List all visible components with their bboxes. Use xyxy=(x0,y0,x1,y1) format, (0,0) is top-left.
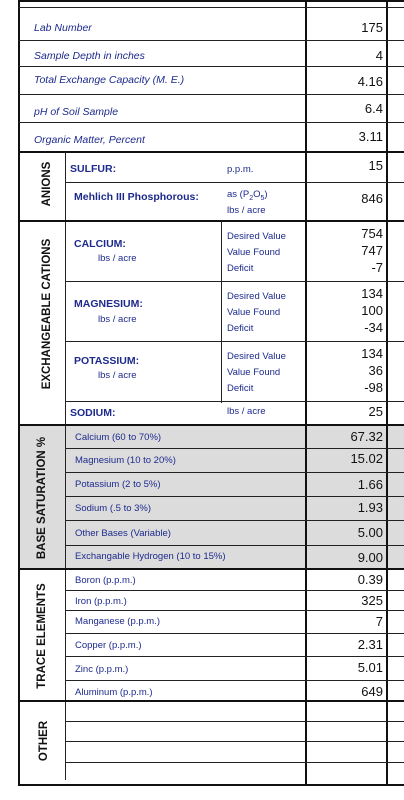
trace-copper-label: Copper (p.p.m.) xyxy=(75,640,142,651)
section-base-saturation-label: BASE SATURATION % xyxy=(36,436,48,560)
magnesium-unit: lbs / acre xyxy=(98,314,137,325)
frame-left-border xyxy=(18,0,20,785)
phosphorous-label: Mehlich III Phosphorous: xyxy=(74,191,199,203)
trace-zinc-label: Zinc (p.p.m.) xyxy=(75,664,129,675)
potassium-found-value: 36 xyxy=(368,363,383,378)
trace-boron-label: Boron (p.p.m.) xyxy=(75,575,136,586)
magnesium-desired-label: Desired Value xyxy=(227,291,286,302)
calcium-desired-value: 754 xyxy=(361,226,383,241)
ph-value: 6.4 xyxy=(364,101,383,116)
magnesium-label: MAGNESIUM: xyxy=(74,298,143,310)
trace-zinc-value: 5.01 xyxy=(357,660,383,675)
calcium-found-value: 747 xyxy=(361,243,383,258)
magnesium-found-value: 100 xyxy=(361,303,383,318)
base-calcium-value: 67.32 xyxy=(350,429,383,444)
magnesium-deficit-label: Deficit xyxy=(227,323,254,334)
trace-aluminum-value: 649 xyxy=(361,684,383,699)
sodium-unit: lbs / acre xyxy=(227,406,266,417)
lab-number-label: Lab Number xyxy=(34,22,92,34)
section-cations-label: EXCHANGEABLE CATIONS xyxy=(41,238,53,390)
base-magnesium-value: 15.02 xyxy=(350,451,383,466)
potassium-unit: lbs / acre xyxy=(98,370,137,381)
trace-copper-value: 2.31 xyxy=(357,637,383,652)
calcium-deficit-value: -7 xyxy=(371,260,383,275)
potassium-label: POTASSIUM: xyxy=(74,355,140,367)
magnesium-desired-value: 134 xyxy=(361,286,383,301)
organic-matter-label: Organic Matter, Percent xyxy=(34,134,145,146)
section-trace-elements-label: TRACE ELEMENTS xyxy=(36,583,48,689)
potassium-desired-value: 134 xyxy=(361,346,383,361)
potassium-deficit-label: Deficit xyxy=(227,383,254,394)
base-other-label: Other Bases (Variable) xyxy=(75,528,171,539)
calcium-label: CALCIUM: xyxy=(74,238,126,250)
ph-label: pH of Soil Sample xyxy=(34,106,119,118)
sulfur-unit: p.p.m. xyxy=(227,164,254,175)
trace-manganese-value: 7 xyxy=(375,614,383,629)
trace-aluminum-label: Aluminum (p.p.m.) xyxy=(75,687,153,698)
sodium-label: SODIUM: xyxy=(70,407,116,419)
top-border xyxy=(18,0,404,2)
potassium-deficit-value: -98 xyxy=(364,380,383,395)
phosphorous-unit2: lbs / acre xyxy=(227,205,266,216)
section-other-label: OTHER xyxy=(38,720,50,762)
organic-matter-value: 3.11 xyxy=(358,129,383,144)
trace-manganese-label: Manganese (p.p.m.) xyxy=(75,616,161,627)
tec-label: Total Exchange Capacity (M. E.) xyxy=(34,74,185,86)
trace-iron-value: 325 xyxy=(361,593,383,608)
value-column-right-border xyxy=(386,0,388,785)
calcium-desired-label: Desired Value xyxy=(227,231,286,242)
trace-boron-value: 0.39 xyxy=(357,572,383,587)
base-other-value: 5.00 xyxy=(357,525,383,540)
sulfur-value: 15 xyxy=(368,158,383,173)
base-magnesium-label: Magnesium (10 to 20%) xyxy=(75,455,176,466)
sulfur-label: SULFUR: xyxy=(70,163,117,175)
base-calcium-label: Calcium (60 to 70%) xyxy=(75,432,162,443)
base-hydrogen-value: 9.00 xyxy=(357,550,383,565)
base-hydrogen-label: Exchangable Hydrogen (10 to 15%) xyxy=(75,551,226,562)
potassium-desired-label: Desired Value xyxy=(227,351,286,362)
bottom-border xyxy=(18,784,404,786)
magnesium-found-label: Value Found xyxy=(227,307,281,318)
calcium-found-label: Value Found xyxy=(227,247,281,258)
base-sodium-label: Sodium (.5 to 3%) xyxy=(75,503,152,514)
base-potassium-value: 1.66 xyxy=(357,477,383,492)
tec-value: 4.16 xyxy=(357,74,383,89)
phosphorous-value: 846 xyxy=(361,191,383,206)
phosphorous-unit: as $(P_2O_5)$ xyxy=(227,189,268,202)
calcium-deficit-label: Deficit xyxy=(227,263,254,274)
potassium-found-label: Value Found xyxy=(227,367,281,378)
trace-iron-label: Iron (p.p.m.) xyxy=(75,596,127,607)
base-potassium-label: Potassium (2 to 5%) xyxy=(75,479,161,490)
base-sodium-value: 1.93 xyxy=(357,500,383,515)
sodium-value: 25 xyxy=(368,404,383,419)
lab-number-value: 175 xyxy=(361,20,383,35)
magnesium-deficit-value: -34 xyxy=(364,320,383,335)
sample-depth-label: Sample Depth in inches xyxy=(34,50,145,62)
section-anions-label: ANIONS xyxy=(41,161,53,207)
calcium-unit: lbs / acre xyxy=(98,253,137,264)
sample-depth-value: 4 xyxy=(375,48,383,63)
